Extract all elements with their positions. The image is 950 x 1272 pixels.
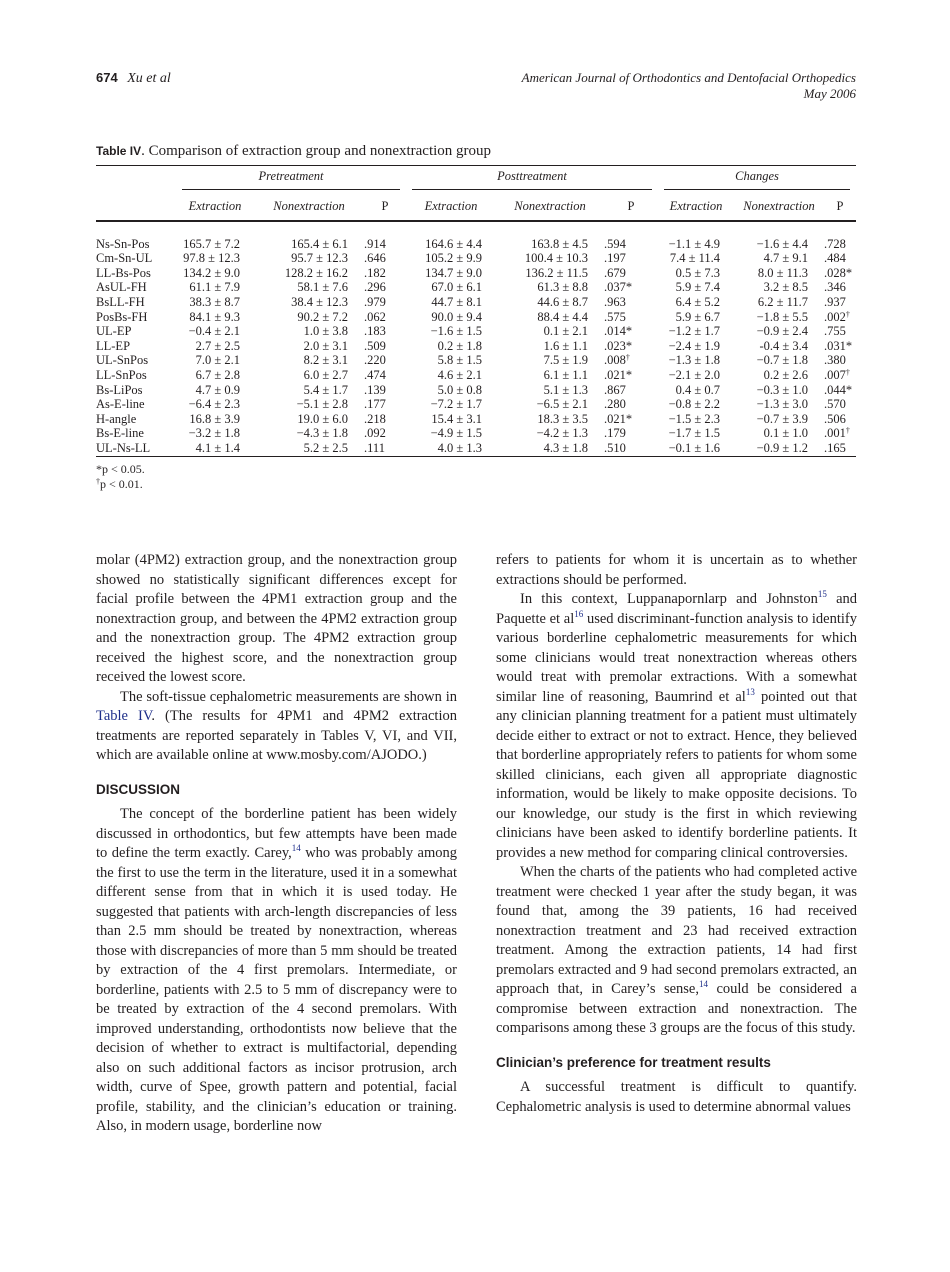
- value-cell: −7.2 ± 1.7: [430, 397, 482, 412]
- p-value-cell: .296: [364, 280, 386, 295]
- value-cell: 5.4 ± 1.7: [303, 382, 348, 397]
- p-value-cell: .646: [364, 251, 386, 266]
- table-row: [96, 266, 856, 281]
- value-cell: -0.4 ± 3.4: [759, 338, 808, 353]
- value-cell: 4.1 ± 1.4: [195, 440, 240, 455]
- table-row: [96, 412, 856, 427]
- value-cell: 97.8 ± 12.3: [183, 251, 240, 266]
- p-value-cell: .570: [824, 397, 846, 412]
- p-value-cell: .728: [824, 236, 846, 251]
- header-right: [522, 70, 856, 102]
- value-cell: −1.3 ± 1.8: [668, 353, 720, 368]
- p-value-cell: .165: [824, 440, 846, 455]
- p-value-cell: .062: [364, 309, 386, 324]
- reference-link[interactable]: 14: [698, 979, 708, 989]
- col-header-extraction: Extraction: [406, 193, 496, 221]
- p-value-cell: .484: [824, 251, 846, 266]
- value-cell: −0.9 ± 2.4: [756, 324, 808, 339]
- paragraph: When the charts of the patients who had completed active treatment were checked 1 year after the study began, it was found that, among the 39 patients, 16 had received nonextraction treatment and 23 had received extraction treatment. Among the extraction patients, 14 had first premolars extracted and 9 had second premolars extracted, an approach that, in Carey’s sense,$^{14}$ could be considered a compromise between extraction and nonextraction. The comparisons among these 3 groups are the focus of this study.: [496, 864, 857, 1036]
- value-cell: −1.5 ± 2.3: [668, 411, 720, 426]
- table-row: [96, 383, 856, 398]
- p-value-cell: .023*: [604, 338, 633, 353]
- value-cell: 4.3 ± 1.8: [543, 440, 588, 455]
- value-cell: −0.3 ± 1.0: [756, 382, 808, 397]
- row-label: Ns-Sn-Pos: [96, 236, 150, 251]
- p-value-cell: .044*: [824, 382, 853, 397]
- table-row: [96, 397, 856, 412]
- p-value-cell: .002†: [824, 309, 850, 324]
- value-cell: −4.3 ± 1.8: [296, 426, 348, 441]
- reference-link[interactable]: 16: [574, 608, 584, 619]
- value-cell: 2.7 ± 2.5: [195, 338, 240, 353]
- value-cell: 38.4 ± 12.3: [291, 294, 348, 309]
- col-header-extraction: Extraction: [176, 193, 254, 221]
- table-row: [96, 310, 856, 325]
- p-value-cell: .914: [364, 236, 386, 251]
- paragraph: A successful treatment is difficult to quantify. Cephalometric analysis is used to determine abnormal values: [496, 1079, 857, 1115]
- paragraph: In this context, Luppanapornlarp and Johnston$^{15}$ and Paquette et al$^{16}$ used discriminant-function analysis to identify various borderline cephalometric measurements for which some clinicians would treat nonextraction whereas others would treat with premolar extractions. With a somewhat similar line of reasoning, Baumrind et al$^{13}$ pointed out that any clinician planning treatment for a patient must ultimately decide either to extract or not to extract. Hence, they believed that borderline appropriately refers to patients for whom some skilled clinicians, each given all appropriate diagnostic information, would be likely to make opposite decisions. To our knowledge, our study is the first in which reviewing clinicians have been asked to identify borderline patients. It provides a new method for comparing clinical controversies.: [496, 589, 858, 861]
- value-cell: −2.1 ± 2.0: [668, 367, 720, 382]
- table-row: [96, 280, 856, 295]
- value-cell: −1.2 ± 1.7: [668, 324, 720, 339]
- p-value-cell: .021*: [604, 411, 633, 426]
- journal-title: American Journal of Orthodontics and Dentofacial Orthopedics: [521, 70, 856, 85]
- value-cell: 0.2 ± 1.8: [437, 338, 482, 353]
- table-bottom-rule: [96, 456, 856, 457]
- value-cell: 165.4 ± 6.1: [291, 236, 348, 251]
- p-value-cell: .008†: [604, 353, 630, 368]
- value-cell: −0.7 ± 1.8: [756, 353, 808, 368]
- value-cell: 95.7 ± 12.3: [291, 251, 348, 266]
- p-value-cell: .183: [364, 324, 386, 339]
- subheader-row: [96, 193, 856, 221]
- p-value-cell: .139: [364, 382, 386, 397]
- value-cell: 6.1 ± 1.1: [543, 367, 588, 382]
- p-value-cell: .755: [824, 324, 846, 339]
- value-cell: 4.6 ± 2.1: [437, 367, 482, 382]
- p-value-cell: .001†: [824, 426, 850, 441]
- row-label: Cm-Sn-UL: [96, 251, 153, 266]
- row-label: Bs-LiPos: [96, 382, 143, 397]
- value-cell: −0.4 ± 2.1: [188, 324, 240, 339]
- row-label: LL-SnPos: [96, 367, 147, 382]
- row-label: Bs-E-line: [96, 426, 144, 441]
- row-label: LL-EP: [96, 338, 131, 353]
- col-header-nonextraction: Nonextraction: [734, 193, 824, 221]
- value-cell: 6.2 ± 11.7: [757, 294, 808, 309]
- value-cell: −1.6 ± 1.5: [430, 324, 482, 339]
- left-text-column: [96, 551, 457, 1137]
- value-cell: −2.4 ± 1.9: [668, 338, 720, 353]
- running-authors: Xu et al: [127, 71, 171, 86]
- value-cell: 44.7 ± 8.1: [431, 294, 482, 309]
- row-label: UL-Ns-LL: [96, 440, 151, 455]
- value-cell: 0.5 ± 7.3: [675, 265, 720, 280]
- p-value-cell: .179: [604, 426, 626, 441]
- value-cell: 61.3 ± 8.8: [537, 280, 588, 295]
- table-label: Table IV: [96, 144, 142, 158]
- p-value-cell: .594: [604, 236, 626, 251]
- table-row: [96, 251, 856, 266]
- value-cell: 8.0 ± 11.3: [757, 265, 808, 280]
- table-row: [96, 324, 856, 339]
- value-cell: −0.8 ± 2.2: [668, 397, 720, 412]
- value-cell: 88.4 ± 4.4: [537, 309, 588, 324]
- value-cell: 5.9 ± 7.4: [675, 280, 720, 295]
- page-number: 674: [96, 70, 118, 85]
- value-cell: 105.2 ± 9.9: [425, 251, 482, 266]
- value-cell: 5.0 ± 0.8: [437, 382, 482, 397]
- value-cell: 5.8 ± 1.5: [437, 353, 482, 368]
- row-label: PosBs-FH: [96, 309, 148, 324]
- value-cell: 6.0 ± 2.7: [303, 367, 348, 382]
- table-iv-link[interactable]: Table IV: [96, 708, 152, 724]
- value-cell: −1.8 ± 5.5: [756, 309, 808, 324]
- value-cell: 5.2 ± 2.5: [303, 440, 348, 455]
- value-cell: 84.1 ± 9.3: [189, 309, 240, 324]
- col-header-p: P: [364, 193, 406, 221]
- value-cell: −1.7 ± 1.5: [668, 426, 720, 441]
- value-cell: 134.7 ± 9.0: [425, 265, 482, 280]
- value-cell: 15.4 ± 3.1: [431, 411, 482, 426]
- p-value-cell: .979: [364, 294, 386, 309]
- p-value-cell: .963: [604, 294, 626, 309]
- value-cell: 100.4 ± 10.3: [524, 251, 588, 266]
- value-cell: −0.1 ± 1.6: [668, 440, 720, 455]
- table-caption-text: . Comparison of extraction group and nonextraction group: [141, 143, 492, 159]
- table-body: [96, 221, 856, 456]
- col-header-p: P: [604, 193, 658, 221]
- p-value-cell: .474: [364, 367, 386, 382]
- footnote-significance-01: †p < 0.01.: [96, 476, 143, 491]
- p-value-cell: .280: [604, 397, 626, 412]
- value-cell: 7.0 ± 2.1: [195, 353, 240, 368]
- table-row: [96, 295, 856, 310]
- value-cell: 0.1 ± 2.1: [543, 324, 588, 339]
- p-value-cell: .037*: [604, 280, 633, 295]
- p-value-cell: .014*: [604, 324, 633, 339]
- value-cell: 2.0 ± 3.1: [303, 338, 348, 353]
- row-label: As-E-line: [96, 397, 145, 412]
- value-cell: 90.0 ± 9.4: [431, 309, 482, 324]
- value-cell: −4.2 ± 1.3: [536, 426, 588, 441]
- value-cell: 136.2 ± 11.5: [525, 265, 588, 280]
- value-cell: 16.8 ± 3.9: [189, 411, 240, 426]
- value-cell: −1.3 ± 3.0: [756, 397, 808, 412]
- table-row: [96, 339, 856, 354]
- p-value-cell: .028*: [824, 265, 853, 280]
- p-value-cell: .111: [364, 440, 385, 455]
- p-value-cell: .218: [364, 411, 386, 426]
- value-cell: 44.6 ± 8.7: [537, 294, 588, 309]
- value-cell: 38.3 ± 8.7: [189, 294, 240, 309]
- p-value-cell: .867: [604, 382, 626, 397]
- section-heading-discussion: DISCUSSION: [96, 781, 181, 797]
- paragraph: refers to patients for whom it is uncertain as to whether extractions should be performed.: [496, 552, 857, 588]
- group-header-pretreatment: Pretreatment: [176, 166, 406, 194]
- value-cell: 1.6 ± 1.1: [543, 338, 588, 353]
- value-cell: −3.2 ± 1.8: [188, 426, 240, 441]
- row-label: H-angle: [96, 411, 137, 426]
- right-text-column: [496, 551, 857, 1117]
- table-row: [96, 441, 856, 456]
- value-cell: 58.1 ± 7.6: [297, 280, 348, 295]
- comparison-table: [96, 165, 856, 456]
- value-cell: 4.0 ± 1.3: [437, 440, 482, 455]
- value-cell: 0.4 ± 0.7: [675, 382, 720, 397]
- p-value-cell: .380: [824, 353, 846, 368]
- col-header-extraction: Extraction: [658, 193, 734, 221]
- group-header-changes: Changes: [658, 166, 856, 194]
- value-cell: 5.1 ± 1.3: [543, 382, 588, 397]
- value-cell: 7.5 ± 1.9: [543, 353, 588, 368]
- value-cell: 3.2 ± 8.5: [763, 280, 808, 295]
- p-value-cell: .220: [364, 353, 386, 368]
- value-cell: −4.9 ± 1.5: [430, 426, 482, 441]
- value-cell: 164.6 ± 4.4: [425, 236, 482, 251]
- paragraph: The concept of the borderline patient has been widely discussed in orthodontics, but few attempts have been made to define the term exactly. Carey,$^{14}$ who was probably among the first to use the term in the literature, used it in a somewhat different sense from that in which it is used today. He suggested that patients with arch-length discrepancies of less than 2.5 mm should be treated by nonextraction, whereas those with discrepancies of more than 5 mm should be treated by extraction of the 4 first premolars. Intermediate, or borderline, patients with 2.5 to 5 mm of discrepancy were to be treated by extraction of the 4 second premolars. With improved understanding, orthodontists now believe that the decision of whether to extract is multifactorial, depending also on such additional factors as incisor protrusion, arch width, curve of Spee, growth pattern and potential, facial profile, stability, and the clinician’s education or training. Also, in modern usage, borderline now: [96, 806, 457, 1134]
- value-cell: 18.3 ± 3.5: [537, 411, 588, 426]
- table-iv: [96, 143, 856, 492]
- table-footnotes: [96, 462, 856, 492]
- p-value-cell: .197: [604, 251, 626, 266]
- p-value-cell: .506: [824, 411, 846, 426]
- p-value-cell: .021*: [604, 367, 633, 382]
- col-header-p: P: [824, 193, 856, 221]
- group-header-row: [96, 166, 856, 194]
- value-cell: 4.7 ± 0.9: [195, 382, 240, 397]
- paragraph: The soft-tissue cephalometric measurements are shown in Table IV. (The results for 4PM1 and 4PM2 extraction treatments are reported separately in Tables V, VI, and VII, which are available online at www.mosby.com/AJODO.): [96, 688, 457, 763]
- row-label: AsUL-FH: [96, 280, 147, 295]
- value-cell: 163.8 ± 4.5: [531, 236, 588, 251]
- value-cell: 0.2 ± 2.6: [763, 367, 808, 382]
- p-value-cell: .177: [364, 397, 386, 412]
- row-label: LL-Bs-Pos: [96, 265, 151, 280]
- value-cell: 134.2 ± 9.0: [183, 265, 240, 280]
- value-cell: −6.4 ± 2.3: [188, 397, 240, 412]
- value-cell: −1.6 ± 4.4: [756, 236, 808, 251]
- section-heading-clinician-preference: Clinician’s preference for treatment results: [496, 1054, 771, 1070]
- value-cell: 19.0 ± 6.0: [297, 411, 348, 426]
- value-cell: 67.0 ± 6.1: [431, 280, 482, 295]
- col-header-nonextraction: Nonextraction: [496, 193, 604, 221]
- p-value-cell: .937: [824, 294, 846, 309]
- p-value-cell: .092: [364, 426, 386, 441]
- value-cell: 165.7 ± 7.2: [183, 236, 240, 251]
- table-row: [96, 426, 856, 441]
- p-value-cell: .346: [824, 280, 846, 295]
- value-cell: 61.1 ± 7.9: [189, 280, 240, 295]
- value-cell: 128.2 ± 16.2: [284, 265, 348, 280]
- reference-link[interactable]: 13: [745, 686, 755, 697]
- issue-date: May 2006: [803, 86, 856, 101]
- value-cell: 90.2 ± 7.2: [297, 309, 348, 324]
- reference-link[interactable]: 14: [291, 843, 301, 853]
- value-cell: −0.9 ± 1.2: [756, 440, 808, 455]
- value-cell: −6.5 ± 2.1: [536, 397, 588, 412]
- row-label: UL-EP: [96, 324, 132, 339]
- table-caption: [96, 143, 856, 160]
- table-row: [96, 237, 856, 252]
- value-cell: 4.7 ± 9.1: [763, 251, 808, 266]
- p-value-cell: .510: [604, 440, 626, 455]
- value-cell: −0.7 ± 3.9: [756, 411, 808, 426]
- row-label: UL-SnPos: [96, 353, 149, 368]
- value-cell: 7.4 ± 11.4: [669, 251, 720, 266]
- col-header-nonextraction: Nonextraction: [254, 193, 364, 221]
- value-cell: 6.4 ± 5.2: [675, 294, 720, 309]
- group-header-posttreatment: Posttreatment: [406, 166, 658, 194]
- p-value-cell: .182: [364, 265, 386, 280]
- value-cell: 5.9 ± 6.7: [675, 309, 720, 324]
- table-row: [96, 368, 856, 383]
- value-cell: 8.2 ± 3.1: [303, 353, 348, 368]
- row-label: BsLL-FH: [96, 294, 145, 309]
- table-row: [96, 353, 856, 368]
- p-value-cell: .509: [364, 338, 386, 353]
- header-left: [96, 70, 171, 87]
- p-value-cell: .679: [604, 265, 626, 280]
- footnote-significance-05: *p < 0.05.: [96, 461, 145, 476]
- p-value-cell: .575: [604, 309, 626, 324]
- value-cell: −5.1 ± 2.8: [296, 397, 348, 412]
- p-value-cell: .007†: [824, 367, 850, 382]
- reference-link[interactable]: 15: [817, 589, 827, 599]
- value-cell: 1.0 ± 3.8: [303, 324, 348, 339]
- value-cell: 6.7 ± 2.8: [195, 367, 240, 382]
- p-value-cell: .031*: [824, 338, 853, 353]
- paragraph: molar (4PM2) extraction group, and the nonextraction group showed no statistically significant differences except for facial profile between the 4PM1 extraction group and the nonextraction group, and between the 4PM2 extraction group and the nonextraction group. The 4PM2 extraction group received the highest score, and the nonextraction group received the lowest score.: [96, 552, 457, 685]
- value-cell: 0.1 ± 1.0: [763, 426, 808, 441]
- value-cell: −1.1 ± 4.9: [668, 236, 720, 251]
